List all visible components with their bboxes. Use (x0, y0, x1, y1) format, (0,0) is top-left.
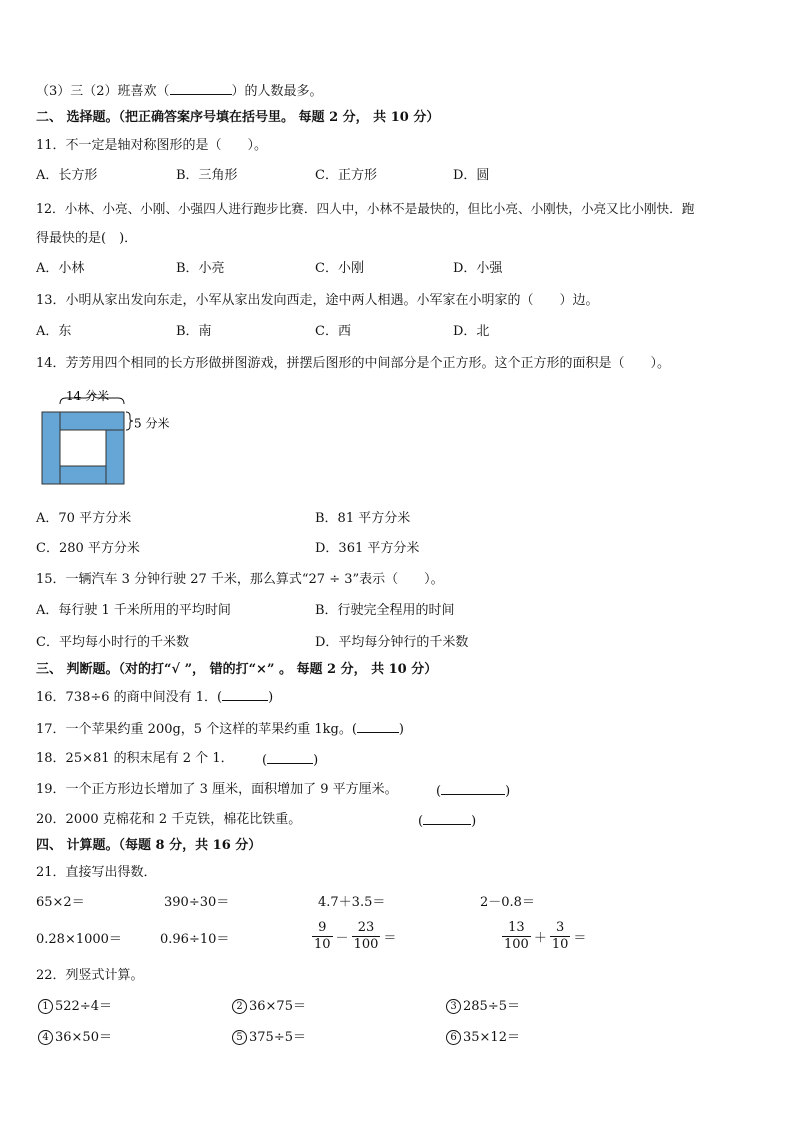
circled-number: 5 (232, 1030, 247, 1045)
q15-option-d[interactable]: D．平均每分钟行的千米数 (315, 635, 469, 650)
q12-option-d[interactable]: D．小强 (453, 261, 503, 276)
q14-option-d[interactable]: D．361 平方分米 (315, 541, 420, 556)
fraction-expression-1: $\frac{9}{10}$ － $\frac{23}{100}$ ＝ (314, 920, 397, 952)
q16: 16．738÷6 的商中间没有 1．( ) (36, 690, 274, 705)
q11-option-b[interactable]: B．三角形 (176, 168, 238, 183)
figure-height-label: 5 分米 (134, 416, 170, 431)
answer-blank[interactable] (423, 812, 471, 825)
q12-stem-line1: 12．小林、小亮、小刚、小强四人进行跑步比赛．四人中，小林不是最快的，但比小亮、小刚快，小亮又比小刚快．跑 (36, 201, 695, 216)
q19: 19．一个正方形边长增加了 3 厘米，面积增加了 9 平方厘米。 (36, 782, 398, 797)
circled-number: 3 (446, 999, 461, 1014)
q12-stem-line2: 得最快的是( )． (36, 231, 138, 246)
vertical-calc-2: 2 36×75＝ (232, 999, 306, 1015)
q14-option-a[interactable]: A．70 平方分米 (36, 511, 132, 526)
fraction: $\frac{3}{10}$ (551, 920, 569, 952)
q13-option-c[interactable]: C．西 (315, 324, 351, 339)
calc-item: 2－0.8＝ (480, 895, 535, 910)
q14-figure (36, 386, 176, 490)
q18: 18．25×81 的积末尾有 2 个 1． (36, 751, 234, 766)
q13-stem: 13．小明从家出发向东走，小军从家出发向西走，途中两人相遇。小军家在小明家的（ ）边。 (36, 293, 599, 308)
q12-option-a[interactable]: A．小林 (36, 261, 85, 276)
q12-option-b[interactable]: B．小亮 (176, 261, 225, 276)
q22-stem: 22．列竖式计算。 (36, 968, 144, 983)
q14-option-b[interactable]: B．81 平方分米 (315, 511, 411, 526)
q15-option-b[interactable]: B．行驶完全程用的时间 (315, 603, 455, 618)
fraction-expression-2: $\frac{13}{100}$ ＋ $\frac{3}{10}$ ＝ (504, 920, 587, 952)
answer-blank[interactable] (357, 720, 399, 733)
vertical-calc-5: 5 375÷5＝ (232, 1030, 306, 1046)
q14-stem: 14．芳芳用四个相同的长方形做拼图游戏，拼摆后图形的中间部分是个正方形。这个正方形的面积是（ ）。 (36, 356, 671, 371)
section-2-title: 二、 选择题。（把正确答案序号填在括号里。 每题 2 分， 共 10 分） (36, 110, 440, 125)
q15-option-c[interactable]: C．平均每小时行的千米数 (36, 635, 189, 650)
fraction: $\frac{23}{100}$ (353, 920, 379, 952)
q19-answer: ( ) (436, 784, 511, 799)
q13-option-b[interactable]: B．南 (176, 324, 212, 339)
circled-number: 6 (446, 1030, 461, 1045)
figure-width-label: 14 分米 (66, 388, 110, 403)
q13-option-d[interactable]: D．北 (453, 324, 490, 339)
answer-blank[interactable] (170, 82, 232, 95)
fraction: $\frac{9}{10}$ (314, 920, 331, 952)
calc-item: 0.96÷10＝ (160, 932, 230, 947)
q13-option-a[interactable]: A．东 (36, 324, 72, 339)
answer-blank[interactable] (222, 688, 268, 701)
q11-option-a[interactable]: A．长方形 (36, 168, 98, 183)
q11-option-c[interactable]: C．正方形 (315, 168, 377, 183)
q17: 17．一个苹果约重 200g，5 个这样的苹果约重 1kg。( ) (36, 722, 404, 737)
calc-item: 390÷30＝ (164, 895, 230, 910)
q21-stem: 21．直接写出得数． (36, 865, 157, 880)
q11-option-d[interactable]: D．圆 (453, 168, 490, 183)
figure-side-brace (126, 412, 133, 430)
q15-stem: 15．一辆汽车 3 分钟行驶 27 千米，那么算式“27 ÷ 3”表示（ ）。 (36, 572, 444, 587)
calc-item: 65×2＝ (36, 895, 85, 910)
q18-answer: ( ) (262, 753, 319, 768)
circled-number: 4 (38, 1030, 53, 1045)
calc-item: 4.7＋3.5＝ (318, 895, 386, 910)
circled-number: 1 (38, 999, 53, 1014)
fraction: $\frac{13}{100}$ (504, 920, 529, 952)
section-4-title: 四、 计算题。（每题 8 分，共 16 分） (36, 838, 262, 853)
sub-question-3: （3）三（2）班喜欢（ ）的人数最多。 (36, 84, 323, 99)
vertical-calc-3: 3 285÷5＝ (446, 999, 520, 1015)
rectangle-pieces (42, 412, 124, 484)
answer-blank[interactable] (267, 751, 313, 764)
vertical-calc-1: 1 522÷4＝ (38, 999, 112, 1015)
answer-blank[interactable] (441, 782, 505, 795)
q14-option-c[interactable]: C．280 平方分米 (36, 541, 140, 556)
calc-item: 0.28×1000＝ (36, 932, 122, 947)
q11-stem: 11．不一定是轴对称图形的是（ ）。 (36, 138, 268, 153)
vertical-calc-6: 6 35×12＝ (446, 1030, 520, 1046)
section-3-title: 三、 判断题。（对的打“√ ”， 错的打“×” 。 每题 2 分， 共 10 分） (36, 662, 438, 677)
vertical-calc-4: 4 36×50＝ (38, 1030, 112, 1046)
q20: 20．2000 克棉花和 2 千克铁，棉花比铁重。 (36, 812, 302, 827)
q15-option-a[interactable]: A．每行驶 1 千米所用的平均时间 (36, 603, 231, 618)
q20-answer: ( ) (418, 814, 477, 829)
circled-number: 2 (232, 999, 247, 1014)
q12-option-c[interactable]: C．小刚 (315, 261, 364, 276)
